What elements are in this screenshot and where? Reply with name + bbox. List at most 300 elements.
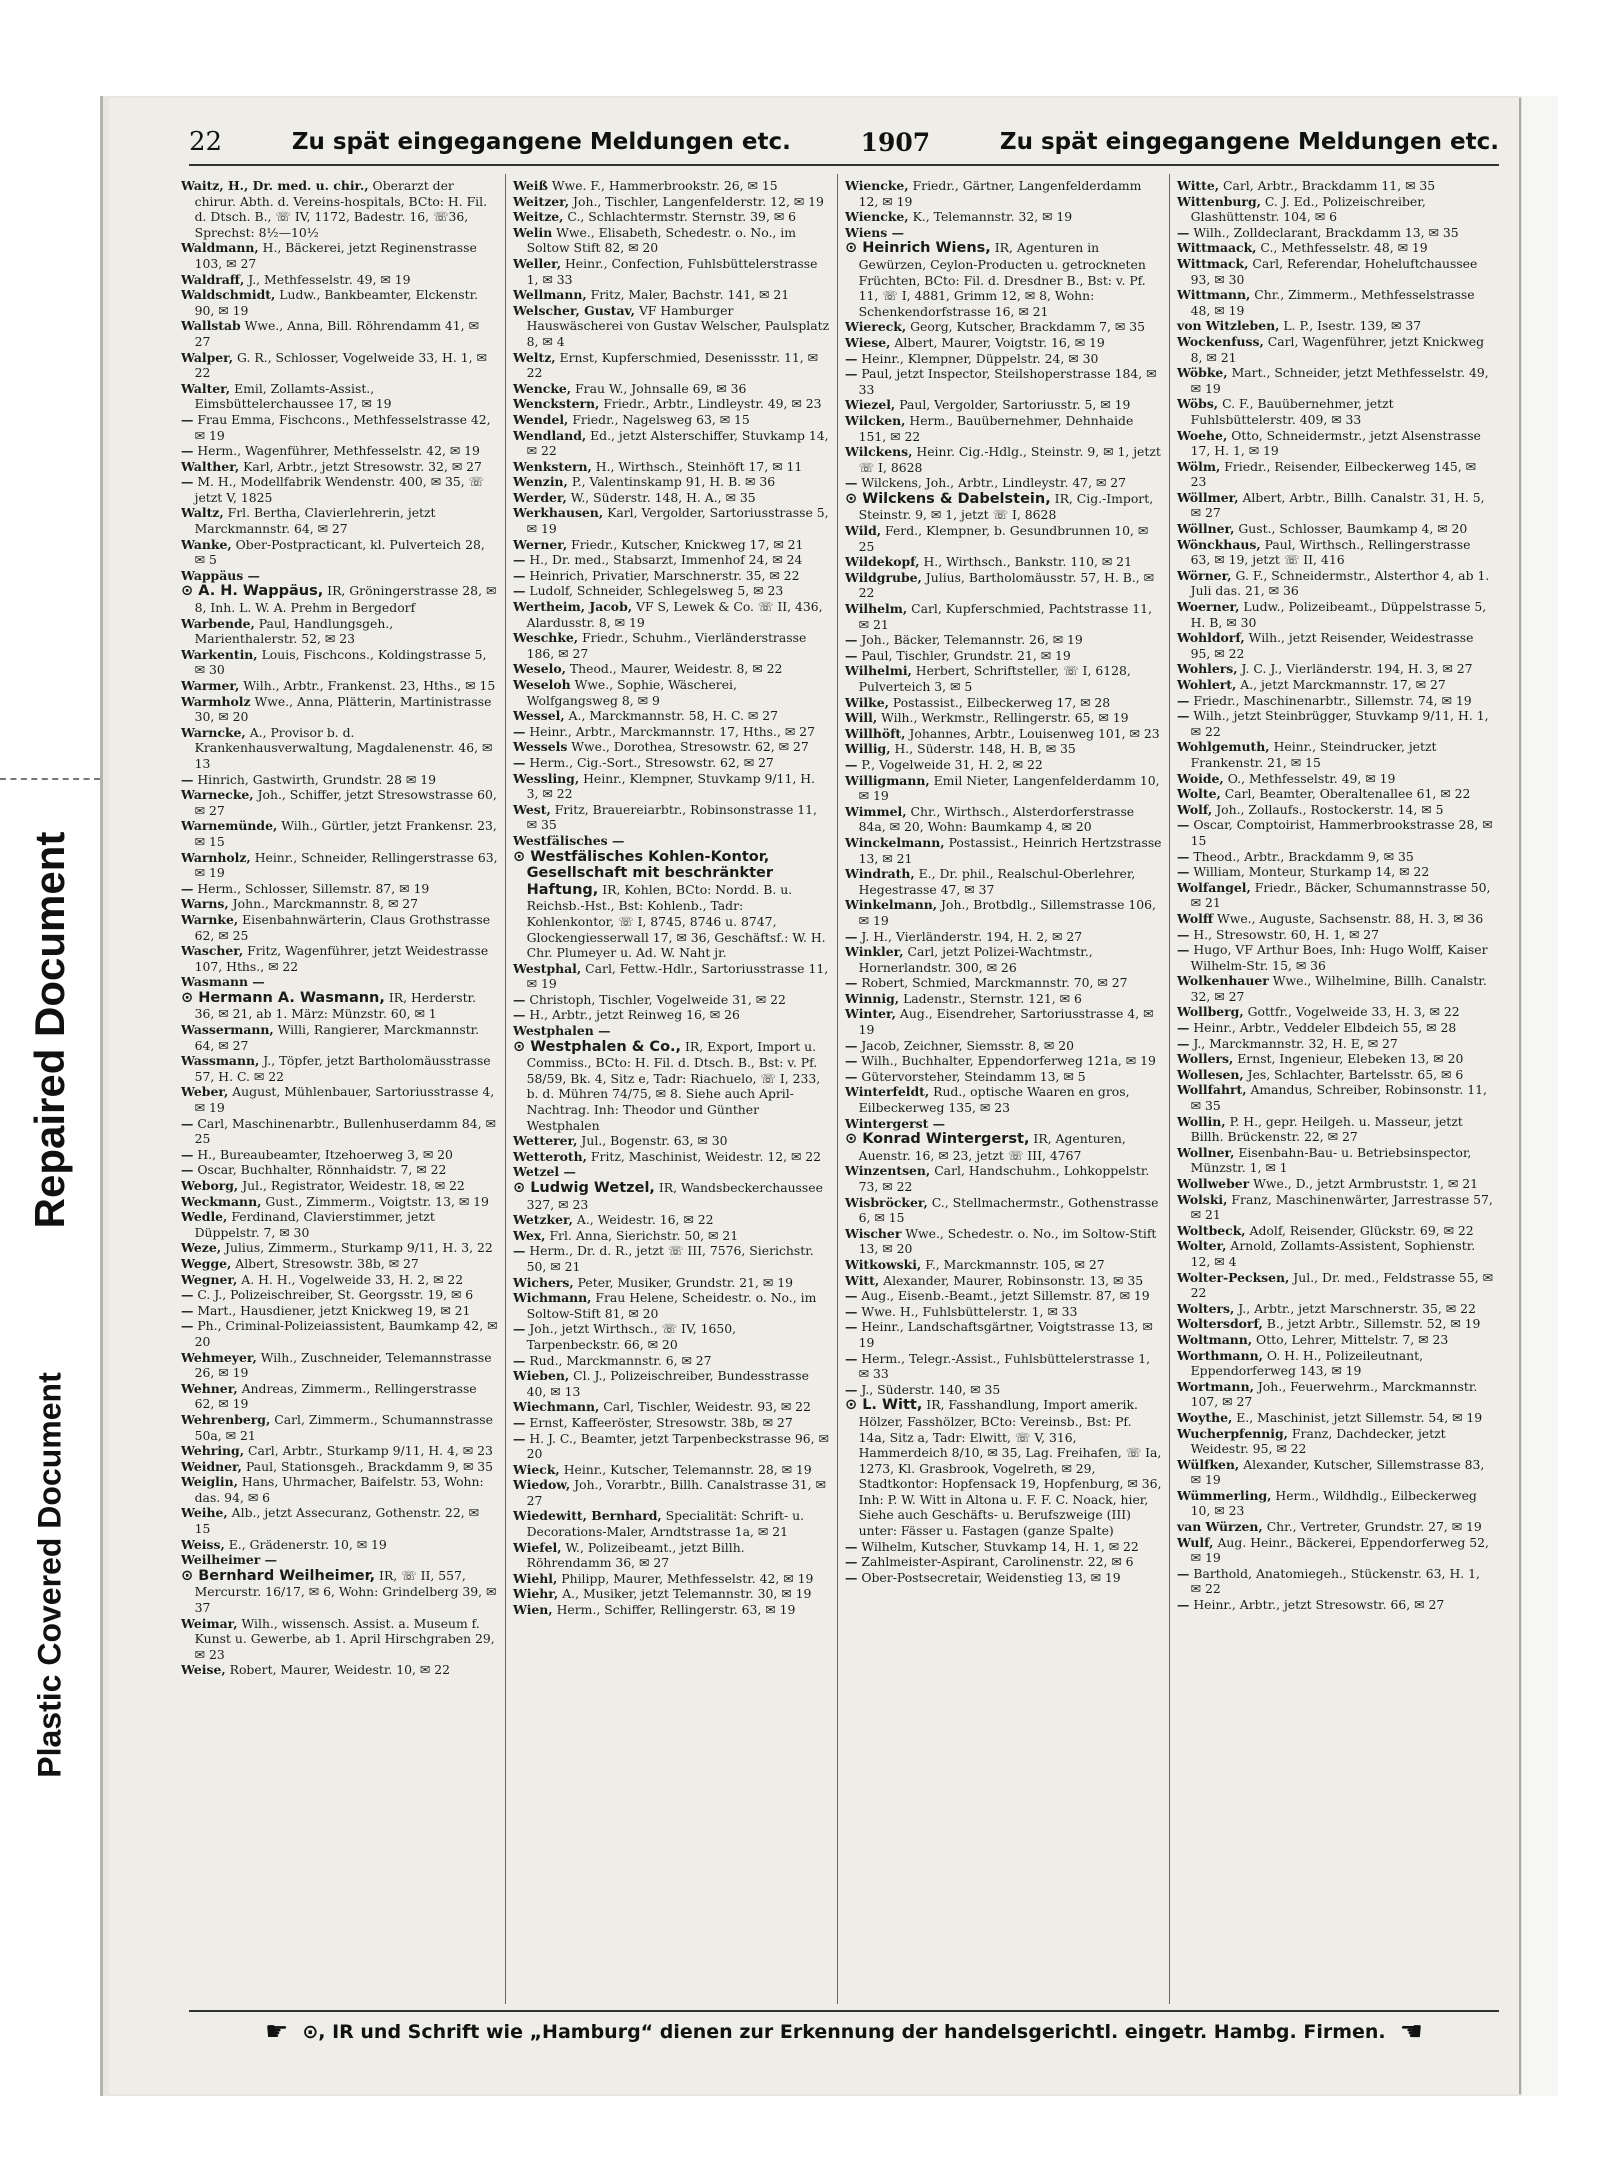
directory-entry: [181, 1662, 498, 1678]
entry-name: Wiencke,: [845, 209, 909, 225]
page-margin: [1522, 96, 1558, 2096]
directory-entry: [181, 1459, 498, 1475]
directory-entry: [513, 802, 830, 833]
entry-name: —: [181, 443, 194, 459]
entry-name: —: [845, 350, 858, 366]
entry-details: Wilckens, Joh., Arbtr., Lindleystr. 47, ✉ 27: [861, 475, 1127, 491]
directory-entry: [1177, 1535, 1494, 1566]
entry-line: [845, 1288, 1162, 1304]
directory-entry: [845, 1131, 1162, 1163]
entry-name: —: [513, 1007, 526, 1023]
directory-entry: [181, 1303, 498, 1319]
entry-details: Carl, Handschuhm., Lohkoppelstr. 73, ✉ 22: [858, 1163, 1150, 1194]
entry-name: Wolski,: [1177, 1191, 1228, 1207]
directory-entry: [1177, 739, 1494, 770]
entry-line: [1177, 771, 1494, 787]
directory-entry: [181, 616, 498, 647]
entry-details: Herm., Cig.-Sort., Stresowstr. 62, ✉ 27: [529, 754, 774, 770]
firm-name: ⊙ Hermann A. Wasmann,: [181, 989, 385, 1006]
entry-line: [1177, 973, 1494, 1004]
entry-details: VF Hamburger Hauswäscherei von Gustav Welscher, Paulsplatz 8, ✉ 4: [526, 302, 830, 349]
entry-line: [513, 1275, 830, 1291]
entry-name: —: [845, 1569, 858, 1585]
directory-entry: [513, 599, 830, 630]
entry-details: H., Dr. med., Stabsarzt, Immenhof 24, ✉ 24: [529, 552, 803, 568]
entry-line: [845, 991, 1162, 1007]
entry-line: [1177, 1145, 1494, 1176]
directory-entry: [513, 568, 830, 584]
entry-line: [845, 397, 1162, 413]
entry-name: Weckmann,: [181, 1193, 262, 1209]
directory-entry: [845, 1257, 1162, 1273]
entry-line: [845, 1226, 1162, 1257]
entry-details: Wilh., jetzt Steinbrügger, Stuvkamp 9/11, H. 1, ✉ 22: [1190, 708, 1489, 739]
directory-entry: [1177, 630, 1494, 661]
entry-details: Otto, Lehrer, Mittelstr. 7, ✉ 23: [1256, 1331, 1449, 1347]
entry-line: [845, 835, 1162, 866]
entry-name: —: [1177, 1020, 1190, 1036]
entry-name: Winzentsen,: [845, 1163, 931, 1179]
entry-line: [845, 1038, 1162, 1054]
entry-details: Jul., Dr. med., Feldstrasse 55, ✉ 22: [1190, 1269, 1494, 1301]
entry-name: —: [1177, 848, 1190, 864]
directory-entry: [181, 1022, 498, 1053]
entry-name: Waltz,: [181, 505, 224, 521]
entry-name: Wockenfuss,: [1177, 333, 1264, 349]
entry-details: Joh., Zollaufs., Rostockerstr. 14, ✉ 5: [1216, 801, 1444, 817]
entry-details: Wwe. H., Fuhlsbüttelerstr. 1, ✉ 33: [861, 1303, 1078, 1319]
directory-entry: [181, 1147, 498, 1163]
entry-details: O., Methfesselstr. 49, ✉ 19: [1227, 770, 1396, 786]
entry-name: —: [845, 632, 858, 648]
entry-line: [181, 1350, 498, 1381]
entry-name: Windrath,: [845, 866, 915, 882]
entry-line: [181, 287, 498, 318]
entry-name: Wilke,: [845, 694, 889, 710]
directory-entry: [513, 771, 830, 802]
entry-line: [181, 272, 498, 288]
entry-line: [181, 568, 498, 584]
entry-line: [1177, 1566, 1494, 1597]
entry-line: [513, 724, 830, 740]
entry-name: Wolkenhauer: [1177, 973, 1269, 989]
entry-name: —: [1177, 864, 1190, 880]
entry-details: Hans, Uhrmacher, Baifelstr. 53, Wohn: das. 94, ✉ 6: [194, 1474, 484, 1505]
entry-name: Wien,: [513, 1602, 553, 1618]
entry-name: Wiechmann,: [513, 1399, 600, 1415]
entry-line: [1177, 677, 1494, 693]
directory-entry: [1177, 225, 1494, 241]
entry-details: Joh., Feuerwehrm., Marckmannstr. 107, ✉ 27: [1190, 1378, 1478, 1410]
entry-details: Frl. Anna, Sierichstr. 50, ✉ 21: [549, 1227, 739, 1243]
entry-line: [845, 757, 1162, 773]
entry-line: [181, 1084, 498, 1115]
directory-entry: [513, 194, 830, 210]
entry-line: [181, 943, 498, 974]
entry-details: Wwe., Elisabeth, Schedestr. o. No., im Soltow Stift 82, ✉ 20: [526, 224, 796, 256]
entry-details: Ferdinand, Clavierstimmer, jetzt Düppelstr. 7, ✉ 30: [194, 1209, 435, 1240]
entry-details: Friedr., Gärtner, Langenfelderdamm 12, ✉ 19: [858, 178, 1142, 209]
entry-name: Wohlers,: [1177, 661, 1238, 677]
entry-line: [845, 741, 1162, 757]
directory-entry: [513, 1477, 830, 1508]
entry-details: Heinr., Arbtr., jetzt Stresowstr. 66, ✉ 27: [1193, 1597, 1445, 1613]
entry-details: Ernst, Kupferschmied, Desenissstr. 11, ✉ 22: [526, 349, 818, 381]
header-title-right: Zu spät eingegangene Meldungen etc.: [999, 129, 1499, 155]
directory-entry: [845, 319, 1162, 335]
entry-name: Willig,: [845, 741, 891, 757]
firm-name: ⊙ Westfälisches Kohlen-Kontor, Gesellschaft mit beschränkter Haftung,: [513, 848, 774, 898]
entry-details: Heinr., Schneider, Rellingerstrasse 63, ✉ 19: [194, 849, 498, 881]
firm-name: ⊙ Konrad Wintergerst,: [845, 1131, 1030, 1148]
entry-line: [181, 787, 498, 818]
directory-entry: [513, 1571, 830, 1587]
entry-details: Herm., Schlosser, Sillemstr. 87, ✉ 19: [197, 880, 430, 896]
entry-line: [513, 474, 830, 490]
directory-entry: [513, 350, 830, 381]
entry-line: [1177, 880, 1494, 911]
entry-details: Wilh., Buchhalter, Eppendorferweg 121a, ✉ 19: [861, 1053, 1156, 1069]
entry-line: [513, 350, 830, 381]
entry-line: [181, 818, 498, 849]
entry-name: —: [513, 1414, 526, 1430]
entry-name: Wulf,: [1177, 1534, 1214, 1550]
entry-name: Wolter,: [1177, 1238, 1227, 1254]
directory-entry: [1177, 256, 1494, 287]
entry-details: Wwe., Anna, Plätterin, Martinistrasse 30, ✉ 20: [194, 693, 492, 725]
directory-entry: [513, 739, 830, 755]
entry-name: Woltmann,: [1177, 1331, 1253, 1347]
entry-line: [845, 695, 1162, 711]
entry-name: Winter,: [845, 1006, 896, 1022]
entry-line: [1177, 1488, 1494, 1519]
entry-details: Heinr., Kutscher, Telemannstr. 28, ✉ 19: [563, 1461, 812, 1477]
entry-line: [513, 303, 830, 350]
directory-entry: [513, 1180, 830, 1212]
entry-details: Chr., Vertreter, Grundstr. 27, ✉ 19: [1266, 1519, 1482, 1535]
entry-details: Herm., Wagenführer, Methfesselstr. 42, ✉ 19: [197, 443, 480, 459]
entry-details: P., Valentinskamp 91, H. B. ✉ 36: [571, 474, 776, 490]
directory-entry: [845, 866, 1162, 897]
directory-entry: [513, 849, 830, 961]
entry-name: Wichmann,: [513, 1290, 592, 1306]
entry-details: Frau W., Johnsalle 69, ✉ 36: [575, 380, 747, 396]
entry-line: [513, 1399, 830, 1415]
entry-line: [1177, 693, 1494, 709]
directory-entry: [513, 1212, 830, 1228]
entry-name: —: [1177, 708, 1190, 724]
entry-details: A., jetzt Marckmannstr. 17, ✉ 27: [1240, 677, 1446, 692]
entry-line: [1177, 786, 1494, 802]
entry-name: Wönckhaus,: [1177, 536, 1261, 552]
entry-line: [845, 1084, 1162, 1115]
entry-line: [1177, 225, 1494, 241]
entry-line: [513, 1243, 830, 1274]
entry-details: C. J. Ed., Polizeischreiber, Glashüttenstr. 104, ✉ 6: [1190, 193, 1426, 225]
directory-entry: [513, 708, 830, 724]
directory-entry: [1177, 927, 1494, 943]
entry-name: —: [181, 411, 194, 427]
entry-name: Wisbröcker,: [845, 1194, 928, 1210]
directory-entry: [845, 1226, 1162, 1257]
entry-details: Emil Nieter, Langenfelderdamm 10, ✉ 19: [858, 772, 1160, 804]
entry-details: E., Dr. phil., Realschul-Oberlehrer, Hegestrasse 47, ✉ 37: [858, 866, 1136, 897]
entry-line: [845, 1397, 1162, 1538]
entry-line: [1177, 1036, 1494, 1052]
entry-name: Wollin,: [1177, 1113, 1226, 1129]
entry-details: H. J. C., Beamter, jetzt Tarpenbeckstrasse 96, ✉ 20: [526, 1430, 829, 1462]
entry-details: Karl, Arbtr., jetzt Stresowstr. 32, ✉ 27: [243, 458, 482, 474]
entry-name: Weise,: [181, 1662, 226, 1678]
entry-name: Wehmeyer,: [181, 1349, 257, 1365]
entry-name: Wollfahrt,: [1177, 1082, 1247, 1098]
entry-name: Wolter-Pecksen,: [1177, 1269, 1290, 1285]
entry-line: [845, 601, 1162, 632]
entry-name: Walter,: [181, 380, 231, 396]
entry-details: Wilh., Gürtler, jetzt Frankensr. 23, ✉ 15: [194, 818, 497, 849]
directory-entry: [513, 1039, 830, 1134]
directory-entry: [513, 630, 830, 661]
entry-details: Friedr., Kutscher, Knickweg 17, ✉ 21: [571, 536, 804, 552]
entry-name: Wimmel,: [845, 803, 907, 819]
directory-entry: [845, 991, 1162, 1007]
directory-entry: [1177, 880, 1494, 911]
directory-entry: [845, 632, 1162, 648]
directory-entry: [845, 444, 1162, 475]
entry-name: —: [1177, 1597, 1190, 1613]
entry-name: Wolte,: [1177, 786, 1221, 802]
entry-line: [1177, 661, 1494, 677]
entry-name: Weber,: [181, 1084, 229, 1100]
entry-name: —: [1177, 926, 1190, 942]
entry-line: [513, 708, 830, 724]
entry-name: Willhöft,: [845, 725, 906, 741]
entry-line: [181, 1194, 498, 1210]
directory-entry: [1177, 318, 1494, 334]
entry-line: [845, 1131, 1162, 1163]
entry-line: [181, 240, 498, 271]
entry-name: Wencke,: [513, 380, 572, 396]
entry-line: [845, 1351, 1162, 1382]
entry-name: —: [181, 1162, 194, 1178]
entry-details: J., Methfesselstr. 49, ✉ 19: [248, 271, 411, 287]
directory-entry: [1177, 1348, 1494, 1379]
entry-line: [1177, 1379, 1494, 1410]
entry-line: [181, 318, 498, 349]
entry-line: [1177, 911, 1494, 927]
entry-name: Woerner,: [1177, 599, 1240, 615]
directory-entry: [1177, 1238, 1494, 1269]
entry-name: —: [513, 583, 526, 599]
entry-line: [845, 648, 1162, 664]
entry-name: Weltz,: [513, 349, 556, 365]
entry-details: C., Methfesselstr. 48, ✉ 19: [1260, 240, 1428, 256]
entry-details: Rud., optische Waaren en gros, Eilbeckerweg 135, ✉ 23: [858, 1084, 1130, 1116]
entry-name: —: [513, 1321, 526, 1337]
directory-entry: [1177, 568, 1494, 599]
entry-line: [513, 833, 830, 849]
entry-line: [845, 710, 1162, 726]
entry-details: J. C. J., Vierländerstr. 194, H. 3, ✉ 27: [1241, 661, 1473, 677]
entry-line: [513, 1039, 830, 1134]
entry-name: Weller,: [513, 255, 562, 271]
entry-details: Alexander, Maurer, Robinsonstr. 13, ✉ 35: [883, 1272, 1144, 1288]
entry-name: Westphalen —: [513, 1023, 611, 1039]
entry-details: Herbert, Schriftsteller, ☏ I, 6128, Pulverteich 3, ✉ 5: [858, 663, 1131, 694]
entry-name: Wallstab: [181, 318, 241, 334]
directory-entry: [181, 1443, 498, 1459]
entry-name: Wucherpfennig,: [1177, 1425, 1288, 1441]
directory-entry: [1177, 490, 1494, 521]
entry-details: John., Marckmannstr. 8, ✉ 27: [232, 896, 419, 912]
entry-name: Wieck,: [513, 1461, 560, 1477]
entry-line: [513, 1508, 830, 1539]
entry-details: W., Polizeibeamt., jetzt Billh. Röhrendamm 36, ✉ 27: [526, 1539, 745, 1571]
entry-details: Heinrich, Privatier, Marschnerstr. 35, ✉ 22: [529, 567, 800, 583]
directory-entry: [513, 677, 830, 708]
entry-name: —: [513, 1430, 526, 1446]
entry-name: —: [845, 1288, 858, 1304]
entry-line: [1177, 817, 1494, 848]
entry-name: —: [845, 1319, 858, 1335]
directory-entry: [181, 725, 498, 772]
entry-line: [1177, 1535, 1494, 1566]
entry-details: F., Marckmannstr. 105, ✉ 27: [925, 1256, 1105, 1272]
entry-name: —: [181, 1146, 194, 1162]
entry-details: Ober-Postpracticant, kl. Pulverteich 28, ✉ 5: [194, 536, 485, 568]
entry-name: Wollberg,: [1177, 1004, 1244, 1020]
directory-entry: [513, 537, 830, 553]
directory-entry: [1177, 1597, 1494, 1613]
entry-name: Wellmann,: [513, 287, 587, 303]
entry-line: [845, 1195, 1162, 1226]
entry-name: —: [845, 928, 858, 944]
entry-details: William, Monteur, Sturkamp 14, ✉ 22: [1193, 864, 1430, 880]
directory-entry: [513, 1321, 830, 1352]
entry-line: [1177, 1067, 1494, 1083]
entry-line: [1177, 1020, 1494, 1036]
entry-line: [181, 725, 498, 772]
directory-entry: [181, 412, 498, 443]
directory-entry: [513, 428, 830, 459]
entry-details: Franz, Maschinenwärter, Jarrestrasse 57, ✉ 21: [1190, 1191, 1493, 1223]
entry-line: [513, 1571, 830, 1587]
directory-entry: [1177, 786, 1494, 802]
entry-name: Wichers,: [513, 1274, 574, 1290]
entry-details: B., jetzt Arbtr., Sillemstr. 52, ✉ 19: [1266, 1316, 1481, 1332]
directory-entry: [1177, 1145, 1494, 1176]
entry-details: Karl, Vergolder, Sartoriusstrasse 5, ✉ 19: [526, 505, 829, 537]
directory-entry: [513, 474, 830, 490]
entry-line: [845, 351, 1162, 367]
directory-entry: [513, 961, 830, 992]
directory-entry: [181, 787, 498, 818]
entry-details: Ernst, Ingenieur, Elebeken 13, ✉ 20: [1237, 1051, 1464, 1067]
entry-line: [513, 1023, 830, 1039]
directory-entry: [1177, 1410, 1494, 1426]
entry-name: —: [845, 475, 858, 491]
directory-entry: [513, 1602, 830, 1618]
entry-name: Wülfken,: [1177, 1456, 1240, 1472]
entry-details: Jes, Schlachter, Bartelsstr. 65, ✉ 6: [1247, 1066, 1464, 1082]
entry-name: —: [1177, 1035, 1190, 1051]
entry-name: Warnemünde,: [181, 818, 278, 834]
entry-details: W., Süderstr. 148, H. A., ✉ 35: [570, 489, 756, 505]
entry-details: Oscar, Comptoirist, Hammerbrookstrasse 28, ✉ 15: [1190, 817, 1493, 848]
directory-entry: [1177, 802, 1494, 818]
entry-line: [845, 929, 1162, 945]
entry-line: [181, 772, 498, 788]
entry-name: Weidner,: [181, 1458, 242, 1474]
entry-line: [181, 412, 498, 443]
directory-entry: [1177, 194, 1494, 225]
directory-entry: [181, 1537, 498, 1553]
directory-entry: [845, 491, 1162, 523]
entry-line: [1177, 521, 1494, 537]
entry-name: Woltersdorf,: [1177, 1316, 1263, 1332]
entry-name: Wetzel —: [513, 1164, 576, 1180]
entry-details: J. H., Vierländerstr. 194, H. 2, ✉ 27: [861, 928, 1083, 944]
directory-entry: [845, 648, 1162, 664]
entry-details: Wwe., Dorothea, Stresowstr. 62, ✉ 27: [571, 739, 809, 755]
entry-line: [513, 1164, 830, 1180]
entry-name: —: [513, 567, 526, 583]
entry-name: Warbende,: [181, 615, 255, 631]
directory-entry: [1177, 1114, 1494, 1145]
entry-details: Wilh., wissensch. Assist. a. Museum f. Kunst u. Gewerbe, ab 1. April Hirschgraben 29, ✉ 23: [194, 1615, 495, 1662]
entry-line: [513, 1353, 830, 1369]
directory-entry: [513, 459, 830, 475]
entry-line: [1177, 849, 1494, 865]
directory-entry: [513, 1228, 830, 1244]
entry-details: Julius, Bartholomäusstr. 57, H. B., ✉ 22: [858, 569, 1155, 601]
entry-line: [513, 1540, 830, 1571]
directory-entry: [513, 1007, 830, 1023]
entry-line: [1177, 428, 1494, 459]
entry-name: Wiese,: [845, 334, 891, 350]
entry-line: [181, 896, 498, 912]
directory-entry: [1177, 1301, 1494, 1317]
entry-details: Aug., Eisendreher, Sartoriusstrasse 4, ✉ 19: [858, 1006, 1154, 1038]
side-label-plastic-covered: Plastic Covered Document: [31, 1372, 68, 1778]
entry-line: [1177, 396, 1494, 427]
entry-line: [513, 661, 830, 677]
entry-details: Albert, Stresowstr. 38b, ✉ 27: [235, 1255, 419, 1271]
directory-entry: [1177, 1519, 1494, 1535]
directory-entry: [181, 896, 498, 912]
entry-line: [181, 647, 498, 678]
entry-details: Zahlmeister-Aspirant, Carolinenstr. 22, ✉ 6: [861, 1554, 1134, 1570]
directory-entry: [181, 990, 498, 1022]
entry-details: Willi, Rangierer, Marckmannstr. 64, ✉ 27: [194, 1022, 480, 1053]
entry-name: Wasmann —: [181, 974, 265, 990]
entry-details: Heinr., Landschaftsgärtner, Voigtstrasse 13, ✉ 19: [858, 1319, 1153, 1350]
entry-line: [181, 616, 498, 647]
entry-name: —: [845, 1538, 858, 1554]
entry-details: E., Maschinist, jetzt Sillemstr. 54, ✉ 19: [1236, 1409, 1483, 1425]
entry-line: [1177, 1426, 1494, 1457]
directory-entry: [181, 1552, 498, 1568]
entry-line: [1177, 459, 1494, 490]
entry-line: [845, 1006, 1162, 1037]
entry-details: Postassist., Eilbeckerweg 17, ✉ 28: [892, 694, 1111, 710]
entry-name: Waitz, H., Dr. med. u. chir.,: [181, 178, 369, 193]
entry-details: Peter, Musiker, Grundstr. 21, ✉ 19: [577, 1274, 793, 1290]
entry-line: [181, 474, 498, 505]
entry-line: [845, 1539, 1162, 1555]
entry-name: —: [181, 1287, 194, 1303]
entry-name: —: [845, 366, 858, 382]
